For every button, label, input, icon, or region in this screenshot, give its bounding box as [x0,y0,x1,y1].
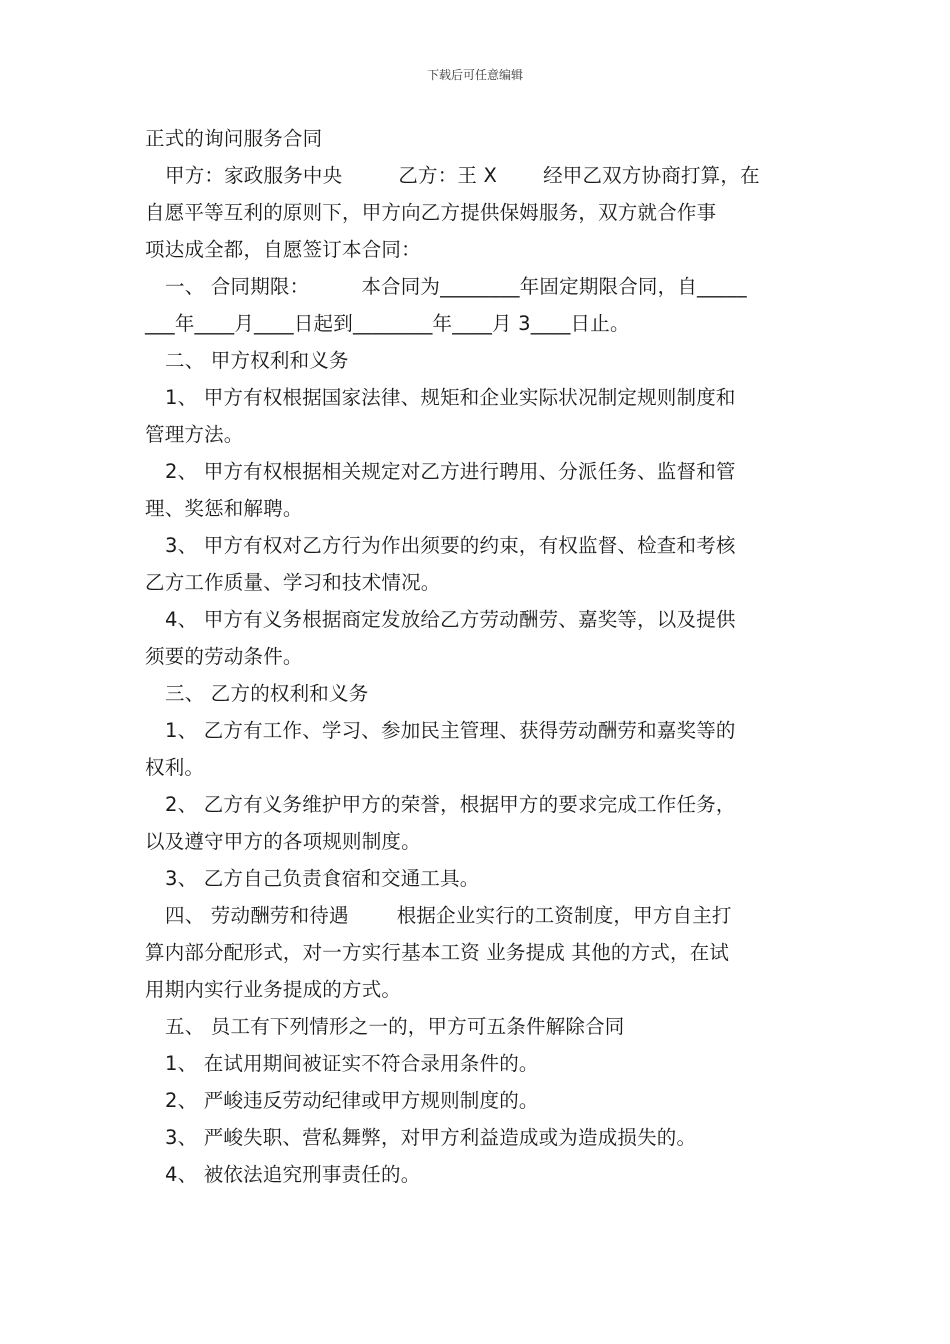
contract-body [145,120,810,1193]
intro-line-1 [145,157,810,194]
intro-line-3: 项达成全都，自愿签订本合同： [145,238,421,261]
section5-item4: 4、 被依法追究刑事责任的。 [165,1163,421,1186]
section4-line-1 [145,897,810,934]
section2-item3-a: 3、 甲方有权对乙方行为作出须要的约束，有权监督、检查和考核 [165,534,736,557]
section1-line-2: ___年____月____日起到________年____月 3____日止。 [145,312,630,335]
section3-item2-a: 2、 乙方有义务维护甲方的荣誉，根据甲方的要求完成工作任务， [165,793,736,816]
party-a: 甲方：家政服务中央 [165,164,343,187]
section3-item2-b: 以及遵守甲方的各项规则制度。 [145,830,421,853]
intro-line-2: 自愿平等互利的原则下，甲方向乙方提供保姆服务，双方就合作事 [145,201,717,224]
section2-item1-b: 管理方法。 [145,423,244,446]
section4-line-2: 算内部分配形式，对一方实行基本工资 业务提成 其他的方式，在试 [145,941,730,964]
section5-item3: 3、 严峻失职、营私舞弊，对甲方利益造成或为造成损失的。 [165,1126,697,1149]
section1-heading: 一、 合同期限： [165,275,310,298]
section2-item4-a: 4、 甲方有义务根据商定发放给乙方劳动酬劳、嘉奖等，以及提供 [165,608,736,631]
section2-item4-b: 须要的劳动条件。 [145,645,303,668]
section1-text-1: 本合同为________年固定期限合同，自_____ [361,275,747,298]
section2-item1-a: 1、 甲方有权根据国家法律、规矩和企业实际状况制定规则制度和 [165,386,736,409]
section3-item1-b: 权利。 [145,756,205,779]
section5-item1: 1、 在试用期间被证实不符合录用条件的。 [165,1052,539,1075]
section4-line-3: 用期内实行业务提成的方式。 [145,978,402,1001]
section1-line-1 [145,268,810,305]
section2-heading: 二、 甲方权利和义务 [165,349,349,372]
document-title: 正式的询问服务合同 [145,127,323,150]
section2-item2-a: 2、 甲方有权根据相关规定对乙方进行聘用、分派任务、监督和管 [165,460,736,483]
section4-heading: 四、 劳动酬劳和待遇 [165,904,349,927]
section3-item1-a: 1、 乙方有工作、学习、参加民主管理、获得劳动酬劳和嘉奖等的 [165,719,736,742]
section4-text-1: 根据企业实行的工资制度，甲方自主打 [396,904,732,927]
header-note: 下载后可任意编辑 [426,68,523,82]
intro-text-1: 经甲乙双方协商打算，在 [543,164,760,187]
section3-heading: 三、 乙方的权利和义务 [165,682,369,705]
section5-item2: 2、 严峻违反劳动纪律或甲方规则制度的。 [165,1089,539,1112]
section2-item2-b: 理、奖惩和解聘。 [145,497,303,520]
section3-item3: 3、 乙方自己负责食宿和交通工具。 [165,867,480,890]
section5-heading: 五、 员工有下列情形之一的，甲方可五条件解除合同 [165,1015,625,1038]
party-b: 乙方：王 X [398,164,498,187]
section2-item3-b: 乙方工作质量、学习和技术情况。 [145,571,441,594]
